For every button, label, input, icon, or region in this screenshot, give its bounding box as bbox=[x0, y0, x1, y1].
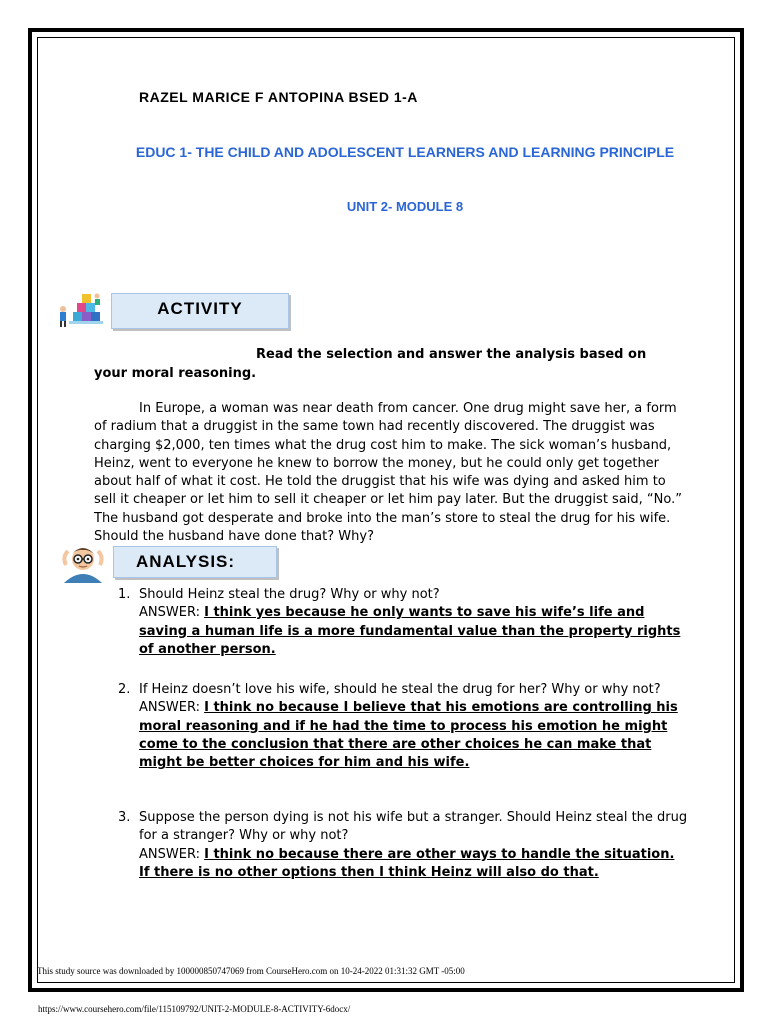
author-name: RAZEL MARICE F ANTOPINA BSED 1-A bbox=[139, 89, 418, 105]
question-text: Should Heinz steal the drug? Why or why not? bbox=[139, 587, 440, 602]
question-3 bbox=[118, 809, 688, 882]
course-title: EDUC 1- THE CHILD AND ADOLESCENT LEARNERS AND LEARNING PRINCIPLE bbox=[135, 144, 675, 160]
question-text: If Heinz doesn’t love his wife, should he steal the drug for her? Why or why not? bbox=[139, 682, 661, 697]
instruction-line-2: your moral reasoning. bbox=[94, 366, 257, 381]
question-number: 2. bbox=[118, 682, 131, 697]
download-note: This study source was downloaded by 100000850747069 from CourseHero.com on 10-24-2022 01:31:32 GMT -05:00 bbox=[37, 966, 465, 976]
source-url[interactable]: https://www.coursehero.com/file/115109792/UNIT-2-MODULE-8-ACTIVITY-6docx/ bbox=[38, 1004, 351, 1014]
passage-text: In Europe, a woman was near death from cancer. One drug might save her, a form of radium that a druggist in the same town had recently discovered. The druggist was charging $2,000, ten times what the drug cost him to make. The sick woman’s husband, Heinz, went to everyone he knew to borrow the money, but he could only get together about half of what it cost. He told the druggist that his wife was dying and asked him to sell it cheaper or let him to sell it cheaper or let him pay later. But the druggist said, “No.” The husband got desperate and broke into the man’s store to steal the drug for his wife. Should the husband have done that? Why? bbox=[94, 401, 682, 545]
activity-heading: ACTIVITY bbox=[111, 293, 289, 329]
question-text: Suppose the person dying is not his wife but a stranger. Should Heinz steal the drug for a stranger? Why or why not? bbox=[139, 810, 688, 844]
answer-prefix: ANSWER: bbox=[139, 846, 200, 862]
blocks-people-icon bbox=[55, 292, 103, 328]
answer-text: I think no because there are other ways to handle the situation. If there is no other options then I think Heinz will also do that. bbox=[139, 846, 675, 880]
instruction-line-1: Read the selection and answer the analysis based on bbox=[256, 347, 647, 362]
answer-text: I think yes because he only wants to save his wife’s life and saving a human life is a more fundamental value than the property rights of another person. bbox=[139, 605, 681, 657]
question-number: 1. bbox=[118, 587, 131, 602]
question-2 bbox=[118, 681, 688, 772]
answer-text: I think no because I believe that his emotions are controlling his moral reasoning and if he had the time to process his emotion he might come to the conclusion that there are other choices he can make that might be better choices for him and his wife. bbox=[139, 700, 678, 771]
question-number: 3. bbox=[118, 810, 131, 825]
thinking-person-icon bbox=[56, 543, 110, 583]
answer-prefix: ANSWER: bbox=[139, 700, 200, 716]
analysis-heading: ANALYSIS: bbox=[113, 546, 277, 578]
answer-prefix: ANSWER: bbox=[139, 605, 200, 621]
heinz-passage bbox=[94, 400, 684, 546]
unit-title: UNIT 2- MODULE 8 bbox=[346, 199, 464, 214]
activity-instruction bbox=[94, 345, 694, 383]
question-1 bbox=[118, 586, 688, 659]
